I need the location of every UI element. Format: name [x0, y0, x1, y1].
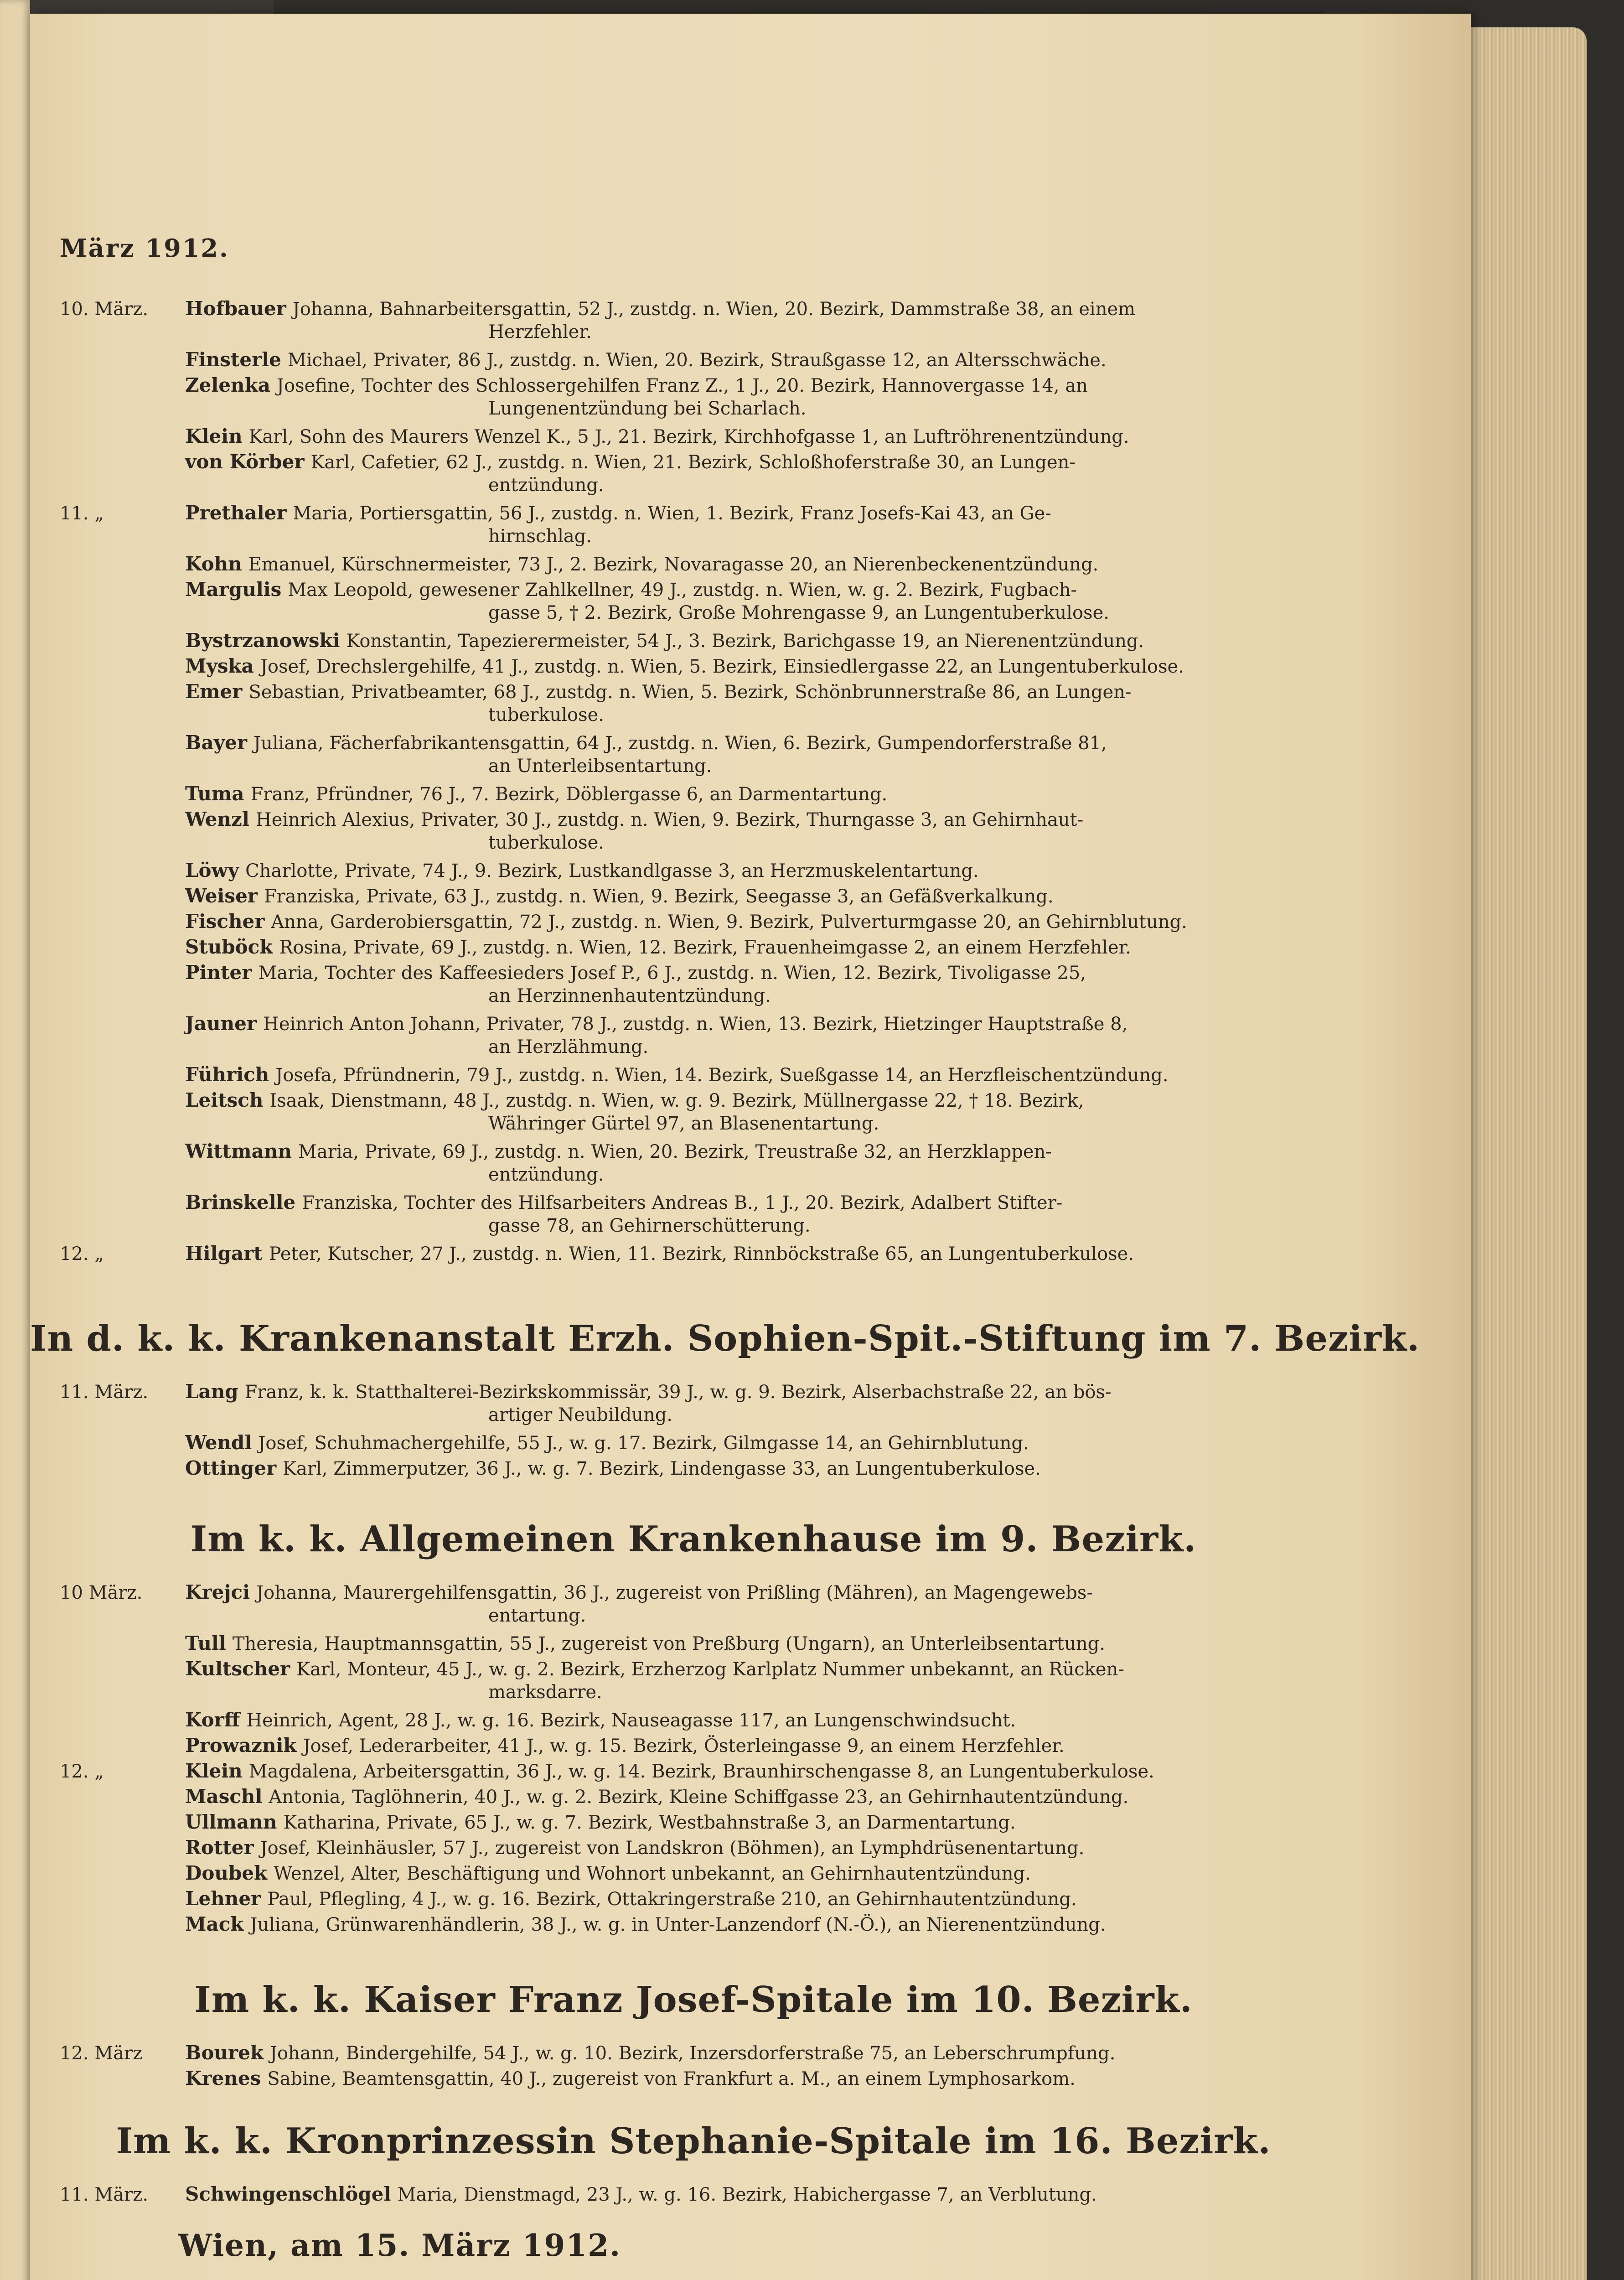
- entry-date: 12. „: [60, 1244, 104, 1264]
- register-entry: [185, 577, 1077, 603]
- surname: Führich: [185, 1063, 269, 1086]
- register-entry: [185, 934, 1131, 960]
- entry-details: Sabine, Beamtensgattin, 40 J., zugereist von Frankfurt a. M., an einem Lymphosarkom.: [267, 2068, 1076, 2089]
- register-entry: [185, 1886, 1077, 1912]
- entry-details: Maria, Private, 69 J., zustdg. n. Wien, 20. Bezirk, Treustraße 32, an Herzklappen-: [298, 1141, 1052, 1162]
- register-entry: [185, 781, 887, 807]
- entry-details: Charlotte, Private, 74 J., 9. Bezirk, Lustkandlgasse 3, an Herzmuskelentartung.: [245, 860, 979, 881]
- register-entry: [185, 807, 1083, 833]
- entry-details: Maria, Tochter des Kaffeesieders Josef P., 6 J., zustdg. n. Wien, 12. Bezirk, Tivoligasse 25,: [258, 963, 1086, 984]
- surname: Weiser: [185, 885, 258, 907]
- surname: Wenzl: [185, 808, 249, 830]
- register-entry: [185, 2066, 1076, 2092]
- entry-details: Peter, Kutscher, 27 J., zustdg. n. Wien, 11. Bezirk, Rinnböckstraße 65, an Lungentuberkulose.: [269, 1244, 1134, 1264]
- register-entry: [185, 449, 1076, 475]
- entry-details: Josef, Schuhmachergehilfe, 55 J., w. g. 17. Bezirk, Gilmgasse 14, an Gehirnblutung.: [258, 1433, 1029, 1454]
- surname: Kohn: [185, 553, 242, 575]
- register-entry: [185, 1190, 1062, 1216]
- surname: Mack: [185, 1913, 244, 1935]
- entry-continuation: tuberkulose.: [488, 705, 605, 725]
- surname: Lang: [185, 1380, 238, 1403]
- register-entry: [185, 2040, 1115, 2066]
- section-heading: Im k. k. Kaiser Franz Josef-Spitale im 10. Bezirk.: [194, 1979, 1193, 2021]
- entry-details: Josef, Lederarbeiter, 41 J., w. g. 15. Bezirk, Österleingasse 9, an einem Herzfehler.: [303, 1736, 1065, 1757]
- entry-details: Michael, Privater, 86 J., zustdg. n. Wien, 20. Bezirk, Straußgasse 12, an Altersschwäche.: [287, 350, 1107, 371]
- entry-details: Josef, Kleinhäusler, 57 J., zugereist von Landskron (Böhmen), an Lymphdrüsenentartung.: [260, 1838, 1085, 1859]
- entry-details: Konstantin, Tapezierermeister, 54 J., 3. Bezirk, Barichgasse 19, an Nierenentzündung.: [346, 631, 1144, 652]
- section-heading: Im k. k. Allgemeinen Krankenhause im 9. Bezirk.: [190, 1518, 1197, 1560]
- document-page: [30, 14, 1471, 2280]
- surname: von Körber: [185, 451, 305, 473]
- surname: Doubek: [185, 1862, 268, 1884]
- register-entry: [185, 1809, 1016, 1835]
- surname: Krejci: [185, 1581, 250, 1603]
- surname: Ullmann: [185, 1811, 277, 1833]
- surname: Brinskelle: [185, 1191, 296, 1213]
- surname: Löwy: [185, 859, 239, 881]
- register-entry: [185, 2182, 1097, 2207]
- entry-date: 10 März.: [60, 1582, 143, 1603]
- register-entry: [185, 1011, 1127, 1037]
- register-entry: [185, 679, 1131, 705]
- entry-details: Karl, Cafetier, 62 J., zustdg. n. Wien, 21. Bezirk, Schloßhoferstraße 30, an Lungen-: [310, 452, 1076, 473]
- register-entry: [185, 858, 979, 884]
- surname: Tuma: [185, 782, 244, 805]
- surname: Zelenka: [185, 374, 270, 396]
- surname: Stuböck: [185, 936, 273, 958]
- entry-continuation: artiger Neubildung.: [488, 1404, 673, 1425]
- entry-details: Karl, Zimmerputzer, 36 J., w. g. 7. Bezirk, Lindengasse 33, an Lungentuberkulose.: [283, 1458, 1041, 1479]
- entry-details: Max Leopold, gewesener Zahlkellner, 49 J., zustdg. n. Wien, w. g. 2. Bezirk, Fugbach-: [288, 580, 1077, 601]
- register-entry: [185, 296, 1135, 322]
- entry-details: Antonia, Taglöhnerin, 40 J., w. g. 2. Bezirk, Kleine Schiffgasse 23, an Gehirnhautentzündung.: [269, 1787, 1129, 1808]
- register-entry: [185, 347, 1107, 373]
- entry-details: Franz, Pfründner, 76 J., 7. Bezirk, Döblergasse 6, an Darmentartung.: [250, 784, 888, 805]
- surname: Ottinger: [185, 1457, 277, 1479]
- entry-details: Heinrich Anton Johann, Privater, 78 J., zustdg. n. Wien, 13. Bezirk, Hietzinger Hauptstraße 8,: [263, 1014, 1128, 1035]
- entry-details: Isaak, Dienstmann, 48 J., zustdg. n. Wien, w. g. 9. Bezirk, Müllnergasse 22, † 18. Bezirk,: [269, 1090, 1084, 1111]
- entry-date: 11. „: [60, 503, 104, 524]
- entry-date: 12. März: [60, 2043, 143, 2064]
- entry-details: Rosina, Private, 69 J., zustdg. n. Wien, 12. Bezirk, Frauenheimgasse 2, an einem Herzfehler.: [279, 937, 1132, 958]
- entry-continuation: entartung.: [488, 1605, 586, 1626]
- entry-continuation: Währinger Gürtel 97, an Blasenentartung.: [488, 1113, 879, 1134]
- register-entry: [185, 1580, 1093, 1606]
- surname: Emer: [185, 680, 243, 703]
- entry-details: Theresia, Hauptmannsgattin, 55 J., zugereist von Preßburg (Ungarn), an Unterleibsentartung.: [232, 1633, 1105, 1654]
- register-entry: [185, 909, 1187, 935]
- entry-details: Magdalena, Arbeitersgattin, 36 J., w. g. 14. Bezirk, Braunhirschengasse 8, an Lungentuberkulose.: [248, 1761, 1154, 1782]
- entry-continuation: hirnschlag.: [488, 526, 592, 547]
- surname: Wittmann: [185, 1140, 292, 1162]
- register-entry: [185, 1631, 1105, 1657]
- entry-details: Franziska, Private, 63 J., zustdg. n. Wien, 9. Bezirk, Seegasse 3, an Gefäßverkalkung.: [264, 886, 1054, 907]
- entry-continuation: entzündung.: [488, 475, 604, 496]
- surname: Bystrzanowski: [185, 629, 340, 652]
- entry-continuation: tuberkulose.: [488, 832, 605, 853]
- register-entry: [185, 883, 1054, 909]
- entry-continuation: entzündung.: [488, 1164, 604, 1185]
- entry-continuation: marksdarre.: [488, 1682, 602, 1703]
- register-entry: [185, 1758, 1154, 1784]
- register-entry: [185, 628, 1144, 654]
- entry-continuation: Lungenentzündung bei Scharlach.: [488, 398, 807, 419]
- register-entry: [185, 1062, 1169, 1088]
- register-entry: [185, 1456, 1041, 1482]
- section-heading: Im k. k. Kronprinzessin Stephanie-Spitale im 16. Bezirk.: [116, 2120, 1271, 2162]
- entry-continuation: gasse 78, an Gehirnerschütterung.: [488, 1215, 811, 1236]
- surname: Krenes: [185, 2067, 261, 2089]
- register-entry: [185, 1241, 1134, 1267]
- entry-details: Johann, Bindergehilfe, 54 J., w. g. 10. Bezirk, Inzersdorferstraße 75, an Leberschrumpfung.: [270, 2043, 1116, 2064]
- entry-details: Johanna, Maurergehilfensgattin, 36 J., zugereist von Prißling (Mähren), an Magengewebs-: [256, 1582, 1093, 1603]
- entry-details: Katharina, Private, 65 J., w. g. 7. Bezirk, Westbahnstraße 3, an Darmentartung.: [283, 1812, 1016, 1833]
- closing-line: Wien, am 15. März 1912.: [178, 2228, 621, 2263]
- surname: Prethaler: [185, 502, 287, 524]
- entry-continuation: Herzfehler.: [488, 321, 592, 342]
- surname: Korff: [185, 1709, 240, 1731]
- register-entry: [185, 1139, 1052, 1165]
- entry-continuation: an Herzinnenhautentzündung.: [488, 985, 771, 1006]
- register-entry: [185, 653, 1184, 679]
- entry-date: 10. März.: [60, 299, 149, 320]
- entry-details: Josefine, Tochter des Schlossergehilfen Franz Z., 1 J., 20. Bezirk, Hannovergasse 14, an: [276, 375, 1088, 396]
- register-entry: [185, 1379, 1111, 1405]
- register-entry: [185, 1860, 1031, 1886]
- surname: Maschl: [185, 1785, 263, 1808]
- entry-details: Karl, Monteur, 45 J., w. g. 2. Bezirk, Erzherzog Karlplatz Nummer unbekannt, an Rücken-: [296, 1659, 1124, 1680]
- section-heading: In d. k. k. Krankenanstalt Erzh. Sophien-Spit.-Stiftung im 7. Bezirk.: [30, 1318, 1420, 1359]
- surname: Lehner: [185, 1887, 261, 1910]
- surname: Fischer: [185, 910, 265, 933]
- entry-date: 11. März.: [60, 2184, 149, 2205]
- surname: Wendl: [185, 1431, 252, 1454]
- entry-details: Anna, Garderobiersgattin, 72 J., zustdg. n. Wien, 9. Bezirk, Pulverturmgasse 20, an Gehirnblutung.: [271, 912, 1187, 933]
- entry-details: Juliana, Fächerfabrikantensgattin, 64 J., zustdg. n. Wien, 6. Bezirk, Gumpendorferstraße 81,: [253, 733, 1107, 754]
- surname: Margulis: [185, 578, 282, 601]
- register-entry: [185, 1912, 1106, 1938]
- register-entry: [185, 424, 1129, 450]
- surname: Prowaznik: [185, 1734, 297, 1757]
- entry-details: Heinrich Alexius, Privater, 30 J., zustdg. n. Wien, 9. Bezirk, Thurngasse 3, an Gehirnhaut-: [255, 809, 1084, 830]
- entry-details: Maria, Portiersgattin, 56 J., zustdg. n. Wien, 1. Bezirk, Franz Josefs-Kai 43, an Ge-: [293, 503, 1051, 524]
- entry-continuation: gasse 5, † 2. Bezirk, Große Mohrengasse 9, an Lungentuberkulose.: [488, 602, 1109, 623]
- entry-details: Maria, Dienstmagd, 23 J., w. g. 16. Bezirk, Habichergasse 7, an Verblutung.: [397, 2184, 1097, 2205]
- entry-continuation: an Unterleibsentartung.: [488, 756, 712, 777]
- entry-details: Johanna, Bahnarbeitersgattin, 52 J., zustdg. n. Wien, 20. Bezirk, Dammstraße 38, an einem: [292, 299, 1136, 320]
- entry-details: Franziska, Tochter des Hilfsarbeiters Andreas B., 1 J., 20. Bezirk, Adalbert Stifter-: [302, 1192, 1063, 1213]
- register-entry: [185, 1733, 1065, 1759]
- surname: Jauner: [185, 1012, 257, 1035]
- surname: Pinter: [185, 961, 252, 984]
- entry-details: Josef, Drechslergehilfe, 41 J., zustdg. n. Wien, 5. Bezirk, Einsiedlergasse 22, an Lungentuberkulose.: [260, 656, 1184, 677]
- register-entry: [185, 1784, 1128, 1810]
- register-entry: [185, 1707, 1016, 1733]
- register-entry: [185, 1656, 1124, 1682]
- entry-details: Wenzel, Alter, Beschäftigung und Wohnort unbekannt, an Gehirnhautentzündung.: [274, 1863, 1031, 1884]
- register-entry: [185, 373, 1088, 399]
- surname: Schwingenschlögel: [185, 2183, 391, 2205]
- entry-details: Paul, Pflegling, 4 J., w. g. 16. Bezirk, Ottakringerstraße 210, an Gehirnhautentzündung.: [267, 1889, 1077, 1910]
- entry-date: 12. „: [60, 1761, 104, 1782]
- surname: Rotter: [185, 1836, 254, 1859]
- entry-details: Juliana, Grünwarenhändlerin, 38 J., w. g. in Unter-Lanzendorf (N.-Ö.), an Nierenentzündung.: [250, 1914, 1106, 1935]
- surname: Klein: [185, 1760, 243, 1782]
- facing-page-edge: [0, 0, 30, 2280]
- page-header: März 1912.: [60, 233, 229, 263]
- surname: Hofbauer: [185, 297, 286, 320]
- surname: Klein: [185, 425, 243, 447]
- register-entry: [185, 500, 1051, 526]
- register-entry: [185, 730, 1107, 756]
- surname: Bayer: [185, 731, 247, 754]
- surname: Kultscher: [185, 1658, 290, 1680]
- surname: Bourek: [185, 2042, 264, 2064]
- entry-details: Josefa, Pfründnerin, 79 J., zustdg. n. Wien, 14. Bezirk, Sueßgasse 14, an Herzfleischentzündung.: [275, 1065, 1169, 1086]
- surname: Hilgart: [185, 1242, 263, 1264]
- entry-details: Sebastian, Privatbeamter, 68 J., zustdg. n. Wien, 5. Bezirk, Schönbrunnerstraße 86, an Lungen-: [248, 682, 1132, 703]
- entry-continuation: an Herzlähmung.: [488, 1036, 649, 1057]
- entry-details: Franz, k. k. Statthalterei-Bezirkskommissär, 39 J., w. g. 9. Bezirk, Alserbachstraße 22, an bös-: [244, 1382, 1112, 1403]
- surname: Myska: [185, 655, 254, 677]
- entry-date: 11. März.: [60, 1382, 149, 1403]
- surname: Leitsch: [185, 1089, 264, 1111]
- entry-details: Heinrich, Agent, 28 J., w. g. 16. Bezirk, Nauseagasse 117, an Lungenschwindsucht.: [246, 1710, 1016, 1731]
- register-entry: [185, 1430, 1029, 1456]
- register-entry: [185, 960, 1086, 986]
- surname: Tull: [185, 1632, 226, 1654]
- surname: Finsterle: [185, 348, 281, 371]
- register-entry: [185, 1835, 1084, 1861]
- entry-details: Emanuel, Kürschnermeister, 73 J., 2. Bezirk, Novaragasse 20, an Nierenbeckenentzündung.: [248, 554, 1099, 575]
- entry-details: Karl, Sohn des Maurers Wenzel K., 5 J., 21. Bezirk, Kirchhofgasse 1, an Luftröhrenentzündung.: [248, 426, 1129, 447]
- register-entry: [185, 551, 1098, 577]
- register-entry: [185, 1088, 1084, 1114]
